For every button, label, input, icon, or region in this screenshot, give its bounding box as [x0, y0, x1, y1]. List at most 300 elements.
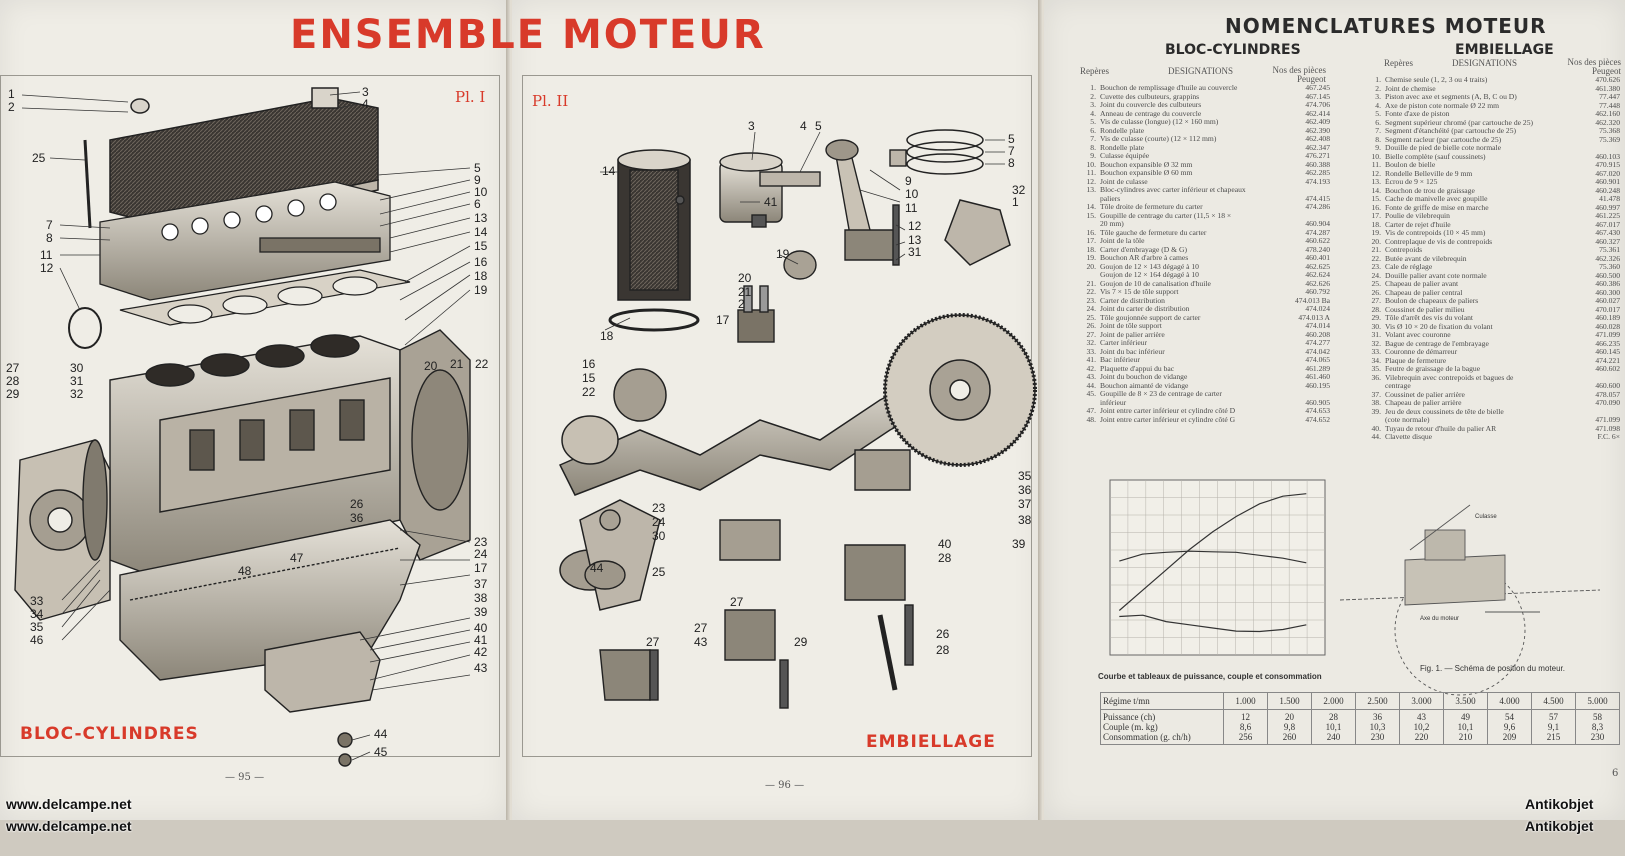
- table-cell: [1356, 710, 1400, 745]
- reference: 7.: [1375, 126, 1381, 135]
- designation: Fonte de griffe de mise en marche: [1385, 203, 1489, 212]
- list-item: [1365, 76, 1620, 85]
- list-item: [1080, 263, 1330, 272]
- middle-callout-15: 15: [582, 371, 596, 385]
- table-header-cell: 3.500: [1444, 693, 1488, 710]
- list-item: [1080, 348, 1330, 357]
- cylinder-block-drawing: [110, 330, 470, 575]
- designation: Chapeau de palier avant: [1385, 280, 1459, 288]
- table-value: 10,2: [1413, 722, 1430, 732]
- embiellage-section-title: EMBIELLAGE: [1455, 42, 1554, 58]
- middle-callout-21: 21: [738, 285, 752, 299]
- designation: Joint de culasse: [1100, 177, 1148, 186]
- left-callout-20: 20: [424, 359, 438, 373]
- reference: 12.: [1371, 168, 1381, 178]
- reference: 44.: [1086, 380, 1096, 390]
- reference: 23.: [1371, 262, 1381, 271]
- left-callout-1: 1: [8, 87, 15, 101]
- list-item: [1365, 340, 1620, 349]
- left-callout-45: 45: [374, 745, 388, 759]
- designation: Joint du carter de distribution: [1100, 305, 1190, 313]
- list-item: [1365, 331, 1620, 340]
- middle-callout-1: 1: [1012, 195, 1019, 209]
- part-number: 462.326: [1595, 253, 1620, 263]
- piston-drawing: [676, 153, 820, 222]
- designation: Chapeau de palier central: [1385, 288, 1463, 297]
- table-header-cell: 5.000: [1576, 693, 1620, 710]
- cylinder-liner-drawing: [610, 150, 698, 330]
- reference: 39.: [1371, 406, 1381, 416]
- part-number: 460.327: [1595, 236, 1620, 246]
- reference: 18.: [1371, 219, 1381, 229]
- left-callout-12: 12: [40, 261, 54, 275]
- reference: 48.: [1086, 414, 1096, 424]
- table-value: 28: [1329, 712, 1338, 722]
- designation: Segment supérieur chromé (par cartouche de 25): [1385, 118, 1534, 127]
- part-number: 460.401: [1305, 253, 1330, 262]
- left-callout-3: 3: [362, 85, 369, 99]
- middle-callout-8: 8: [1008, 156, 1015, 170]
- table-value: 260: [1282, 732, 1297, 742]
- designation: Carter de rejet d'huile: [1385, 220, 1451, 229]
- reference: 15.: [1371, 194, 1381, 203]
- table-value: 10,1: [1325, 722, 1342, 732]
- designation: Vis de culasse (courte) (12 × 112 mm): [1100, 135, 1217, 143]
- reference: 38.: [1371, 398, 1381, 407]
- designation: Goujon de 12 × 143 dégagé à 10: [1100, 262, 1199, 271]
- list-item: [1365, 374, 1620, 383]
- part-number: 460.997: [1595, 202, 1620, 212]
- part-number: 467.145: [1305, 91, 1330, 101]
- list-item: [1365, 170, 1620, 179]
- reference: 21.: [1086, 278, 1096, 288]
- col-numeros-right: Nos des pièces Peugeot: [1567, 57, 1621, 76]
- table-cell: [1576, 710, 1620, 745]
- part-number: 470.090: [1595, 398, 1620, 407]
- reference: 1.: [1375, 75, 1381, 84]
- part-number: 460.388: [1305, 159, 1330, 169]
- middle-callout-27: 27: [646, 635, 660, 649]
- middle-callout-17: 17: [716, 313, 730, 327]
- left-callout-16: 16: [474, 255, 488, 269]
- part-number: 474.193: [1305, 176, 1330, 186]
- part-number: 75.361: [1599, 245, 1620, 254]
- table-header-cell: 3.000: [1400, 693, 1444, 710]
- middle-callout-4: 4: [800, 119, 807, 133]
- list-item: [1365, 102, 1620, 111]
- part-number: 474.013 A: [1298, 312, 1330, 322]
- designation: Segment d'étanchéité (par cartouche de 25): [1385, 127, 1517, 135]
- reference: 8.: [1090, 142, 1096, 152]
- middle-callout-37: 37: [1018, 497, 1032, 511]
- table-value: 43: [1417, 712, 1426, 722]
- designation: Rondelle plate: [1100, 126, 1145, 135]
- table-value: 8,6: [1239, 722, 1252, 732]
- reference: 10.: [1371, 151, 1381, 161]
- designation: paliers: [1100, 194, 1121, 203]
- table-header-cell: 1.500: [1268, 693, 1312, 710]
- middle-callout-14: 14: [602, 164, 616, 178]
- left-callout-47: 47: [290, 551, 304, 565]
- table-row-label: Couple (m. kg): [1103, 722, 1158, 732]
- list-item: [1365, 144, 1620, 153]
- designation: Joint de tôle support: [1100, 322, 1162, 330]
- table-value: 57: [1549, 712, 1558, 722]
- schematic-label-bottom: Axe du moteur: [1420, 616, 1460, 622]
- reference: 30.: [1371, 321, 1381, 331]
- designation: Volant avec couronne: [1385, 331, 1451, 339]
- designation: Joint de palier arrière: [1100, 330, 1165, 339]
- reference: 10.: [1086, 159, 1096, 169]
- reference: 34.: [1371, 355, 1381, 365]
- left-callout-23: 23: [474, 535, 488, 549]
- designation: Tôle droite de fermeture du carter: [1100, 203, 1203, 211]
- left-callout-36: 36: [350, 511, 364, 525]
- left-callout-7: 7: [46, 218, 53, 232]
- reference: 42.: [1086, 363, 1096, 373]
- left-callout-31: 31: [70, 374, 84, 388]
- list-item: [1080, 152, 1330, 161]
- part-number: 460.600: [1595, 381, 1620, 390]
- list-item: [1080, 416, 1330, 425]
- middle-callout-28: 28: [936, 643, 950, 657]
- list-item: [1080, 195, 1330, 204]
- list-item: [1080, 127, 1330, 136]
- reference: 47.: [1086, 406, 1096, 415]
- left-callout-13: 13: [474, 211, 488, 225]
- watermark-right-top: Antikobjet: [1525, 796, 1594, 812]
- table-header-label: Régime t/mn: [1101, 693, 1224, 710]
- left-callout-35: 35: [30, 620, 44, 634]
- designation: Bague de centrage de l'embrayage: [1385, 339, 1489, 348]
- list-item: [1365, 187, 1620, 196]
- designation: Culasse équipée: [1100, 152, 1150, 160]
- table-row-label: Consommation (g. ch/h): [1103, 732, 1191, 742]
- designation: Anneau de centrage du couvercle: [1100, 109, 1202, 118]
- list-item: [1365, 433, 1620, 442]
- reference: 22.: [1371, 253, 1381, 263]
- list-item: [1365, 263, 1620, 272]
- reference: 28.: [1371, 304, 1381, 314]
- reference: 1.: [1090, 83, 1096, 92]
- reference: 14.: [1086, 202, 1096, 211]
- list-item: [1365, 357, 1620, 366]
- designation: Joint entre carter inférieur et cylindre côté D: [1100, 407, 1236, 415]
- part-number: 474.277: [1305, 338, 1330, 347]
- list-item: [1080, 101, 1330, 110]
- middle-callout-29: 29: [794, 635, 808, 649]
- list-item: [1365, 323, 1620, 332]
- designation: Bac inférieur: [1100, 356, 1140, 364]
- part-number: F.C. 6×: [1597, 432, 1620, 441]
- middle-callout-44: 44: [590, 561, 604, 575]
- reference: 24.: [1086, 304, 1096, 313]
- list-item: [1365, 306, 1620, 315]
- designation: Joint de chemise: [1385, 84, 1436, 93]
- table-cell: [1488, 710, 1532, 745]
- designation: Goupille de 8 × 23 de centrage de carter: [1100, 390, 1222, 398]
- part-number: 467.430: [1595, 228, 1620, 237]
- part-number: 462.347: [1305, 142, 1330, 152]
- list-item: [1080, 382, 1330, 391]
- col-numeros-left: Nos des pièces Peugeot: [1272, 65, 1326, 84]
- middle-callout-27: 27: [730, 595, 744, 609]
- position-schematic-caption: Fig. 1. — Schéma de position du moteur.: [1420, 664, 1565, 673]
- part-number: 474.042: [1305, 346, 1330, 356]
- list-item: [1080, 399, 1330, 408]
- reference: 8.: [1375, 134, 1381, 144]
- reference: 14.: [1371, 185, 1381, 195]
- list-item: [1080, 169, 1330, 178]
- list-item: [1365, 297, 1620, 306]
- list-item: [1080, 356, 1330, 365]
- list-item: [1080, 297, 1330, 306]
- reference: 18.: [1086, 244, 1096, 254]
- part-number: 462.626: [1305, 278, 1330, 288]
- list-item: [1080, 220, 1330, 229]
- designation: Contrepoids: [1385, 246, 1423, 254]
- reference: 13.: [1371, 177, 1381, 186]
- middle-callout-10: 10: [905, 187, 919, 201]
- left-callout-41: 41: [474, 633, 488, 647]
- reference: 11.: [1086, 168, 1096, 177]
- part-number: 460.189: [1595, 313, 1620, 322]
- list-item: [1080, 271, 1330, 280]
- part-number: 461.289: [1305, 363, 1330, 373]
- part-number: 460.386: [1595, 279, 1620, 288]
- part-number: 467.020: [1595, 168, 1620, 178]
- table-row-labels: [1101, 710, 1224, 745]
- reference: 5.: [1375, 109, 1381, 118]
- list-item: [1365, 178, 1620, 187]
- designation: Coussinet de palier arrière: [1385, 390, 1465, 399]
- left-callout-15: 15: [474, 239, 488, 253]
- right-page-number: 6: [1612, 768, 1619, 779]
- middle-callout-27: 27: [694, 621, 708, 635]
- reference: 3.: [1090, 100, 1096, 109]
- list-item: [1365, 161, 1620, 170]
- left-page-number: — 95 —: [225, 772, 265, 783]
- designation: centrage: [1385, 382, 1411, 390]
- part-number: 75.360: [1599, 262, 1620, 271]
- middle-callout-40: 40: [938, 537, 952, 551]
- designation: Tôle goujonnée support de carter: [1100, 313, 1201, 322]
- list-item: [1080, 203, 1330, 212]
- list-item: [1365, 110, 1620, 119]
- list-item: [1080, 246, 1330, 255]
- part-number: 470.915: [1595, 160, 1620, 169]
- designation: Vis de contrepoids (10 × 45 mm): [1385, 229, 1486, 237]
- plate-2-label: Pl. II: [532, 92, 569, 110]
- bloc-cylindres-list: [1080, 84, 1330, 424]
- bloc-cylindres-label: BLOC-CYLINDRES: [20, 724, 199, 744]
- col-designations-right: DESIGNATIONS: [1452, 58, 1517, 68]
- designation: Couronne de démarreur: [1385, 348, 1458, 356]
- middle-callout-24: 24: [652, 515, 666, 529]
- designation: Goujon de 10 de canalisation d'huile: [1100, 279, 1211, 288]
- table-value: 209: [1502, 732, 1517, 742]
- part-number: 460.602: [1595, 364, 1620, 373]
- timing-cover-drawing: [15, 440, 110, 620]
- designation: Joint de la tôle: [1100, 237, 1145, 245]
- list-item: [1080, 144, 1330, 153]
- list-item: [1080, 93, 1330, 102]
- part-number: 41.478: [1599, 194, 1620, 203]
- part-number: 460.300: [1595, 287, 1620, 297]
- left-callout-40: 40: [474, 621, 488, 635]
- table-value: 230: [1590, 732, 1605, 742]
- middle-callout-7: 7: [1008, 144, 1015, 158]
- middle-callout-11: 11: [905, 201, 918, 215]
- list-item: [1080, 373, 1330, 382]
- list-item: [1365, 425, 1620, 434]
- list-item: [1365, 195, 1620, 204]
- part-number: 474.221: [1595, 355, 1620, 365]
- reference: 9.: [1090, 151, 1096, 160]
- middle-callout-18: 18: [600, 329, 614, 343]
- list-item: [1365, 229, 1620, 238]
- designation: Carter d'embrayage (D & G): [1100, 245, 1187, 254]
- middle-callout-22: 22: [582, 385, 596, 399]
- middle-callout-5: 5: [1008, 132, 1015, 146]
- list-item: [1080, 254, 1330, 263]
- designation: Vis Ø 10 × 20 de fixation du volant: [1385, 322, 1493, 331]
- part-number: 474.415: [1305, 193, 1330, 203]
- part-number: 471.098: [1595, 423, 1620, 433]
- designation: Cuvette des culbuteurs, grappins: [1100, 92, 1200, 101]
- part-number: 474.013 Ba: [1294, 295, 1330, 305]
- left-callout-2: 2: [8, 100, 15, 114]
- designation: Cache de manivelle avec goupille: [1385, 195, 1488, 203]
- list-item: [1080, 280, 1330, 289]
- reference: 4.: [1090, 108, 1096, 118]
- part-number: 460.901: [1595, 177, 1620, 186]
- designation: Bouchon aimanté de vidange: [1100, 381, 1189, 390]
- designation: Bouchon AR d'arbre à cames: [1100, 254, 1189, 262]
- left-callout-27: 27: [6, 361, 20, 375]
- list-item: [1365, 416, 1620, 425]
- list-item: [1365, 348, 1620, 357]
- reference: 33.: [1086, 346, 1096, 356]
- designation: Bloc-cylindres avec carter inférieur et chapeaux: [1100, 186, 1246, 194]
- table-cell: [1444, 710, 1488, 745]
- piston-rings-drawing: [907, 130, 983, 174]
- part-number: 474.014: [1305, 321, 1330, 330]
- part-number: 77.448: [1599, 100, 1620, 110]
- reference: 22.: [1086, 287, 1096, 296]
- reference: 20.: [1371, 236, 1381, 246]
- designation: Butée avant de vilebrequin: [1385, 254, 1467, 263]
- list-item: [1365, 153, 1620, 162]
- part-number: 460.145: [1595, 347, 1620, 356]
- left-callout-10: 10: [474, 185, 488, 199]
- part-number: 461.225: [1595, 211, 1620, 220]
- table-value: 10,1: [1457, 722, 1474, 732]
- reference: 9.: [1375, 143, 1381, 152]
- reference: 32.: [1086, 338, 1096, 347]
- part-number: 75.368: [1599, 126, 1620, 135]
- designation: Bielle complète (sauf coussinets): [1385, 152, 1486, 161]
- list-item: [1365, 204, 1620, 213]
- middle-callout-3: 3: [748, 119, 755, 133]
- reference: 13.: [1086, 185, 1096, 194]
- middle-callout-25: 25: [652, 565, 666, 579]
- reference: 17.: [1371, 211, 1381, 220]
- left-callout-44: 44: [374, 727, 388, 741]
- reference: 37.: [1371, 389, 1381, 399]
- col-reperes-right: Repères: [1384, 58, 1413, 68]
- designation: Joint entre carter inférieur et cylindre côté G: [1100, 415, 1236, 424]
- table-value: 36: [1373, 712, 1382, 722]
- table-value: 49: [1461, 712, 1470, 722]
- left-callout-8: 8: [46, 231, 53, 245]
- part-number: 467.245: [1305, 83, 1330, 92]
- middle-page-number: — 96 —: [765, 780, 805, 791]
- designation: Bouchon de remplissage d'huile au couvercle: [1100, 84, 1238, 92]
- designation: Plaque de fermeture: [1385, 356, 1447, 365]
- reference: 17.: [1086, 236, 1096, 245]
- part-number: 467.017: [1595, 219, 1620, 229]
- part-number: 474.652: [1305, 414, 1330, 424]
- table-value: 10,3: [1369, 722, 1386, 732]
- part-number: 466.235: [1595, 338, 1620, 348]
- table-cell: [1532, 710, 1576, 745]
- designation: (cote normale): [1385, 416, 1430, 424]
- table-value: 8,3: [1591, 722, 1604, 732]
- list-item: [1080, 365, 1330, 374]
- designation: Goujon de 12 × 164 dégagé à 10: [1100, 271, 1199, 279]
- table-header-cell: 2.000: [1312, 693, 1356, 710]
- middle-callout-39: 39: [1012, 537, 1026, 551]
- list-item: [1080, 178, 1330, 187]
- list-item: [1080, 186, 1330, 195]
- table-value: 215: [1546, 732, 1561, 742]
- list-item: [1365, 221, 1620, 230]
- middle-callout-2: 2: [738, 297, 745, 311]
- designation: Fonte d'axe de piston: [1385, 110, 1450, 118]
- embiellage-list: [1365, 76, 1620, 442]
- designation: Goupille de centrage du carter (11,5 × 18 ×: [1100, 211, 1232, 220]
- part-number: 460.905: [1305, 397, 1330, 407]
- table-value: 9,6: [1503, 722, 1516, 732]
- left-callout-48: 48: [238, 564, 252, 578]
- list-item: [1080, 331, 1330, 340]
- part-number: 460.195: [1305, 380, 1330, 390]
- middle-callout-28: 28: [938, 551, 952, 565]
- designation: Tuyau de retour d'huile du palier AR: [1385, 424, 1497, 433]
- reference: 2.: [1090, 91, 1096, 101]
- table-value: 9,8: [1283, 722, 1296, 732]
- part-number: 474.024: [1305, 304, 1330, 313]
- part-number: 474.286: [1305, 202, 1330, 211]
- table-value: 12: [1241, 712, 1250, 722]
- table-value: 20: [1285, 712, 1294, 722]
- middle-callout-32: 32: [1012, 183, 1026, 197]
- designation: Segment racleur (par cartouche de 25): [1385, 135, 1502, 144]
- middle-callout-12: 12: [908, 219, 922, 233]
- list-item: [1080, 84, 1330, 93]
- designation: Rondelle Belleville de 9 mm: [1385, 169, 1473, 178]
- left-callout-46: 46: [30, 633, 44, 647]
- list-item: [1365, 246, 1620, 255]
- middle-callout-41: 41: [764, 195, 778, 209]
- reference: 2.: [1375, 83, 1381, 93]
- reference: 45.: [1086, 389, 1096, 398]
- designation: Feutre de graissage de la bague: [1385, 365, 1481, 373]
- middle-callout-30: 30: [652, 529, 666, 543]
- left-callout-24: 24: [474, 547, 488, 561]
- list-item: [1365, 212, 1620, 221]
